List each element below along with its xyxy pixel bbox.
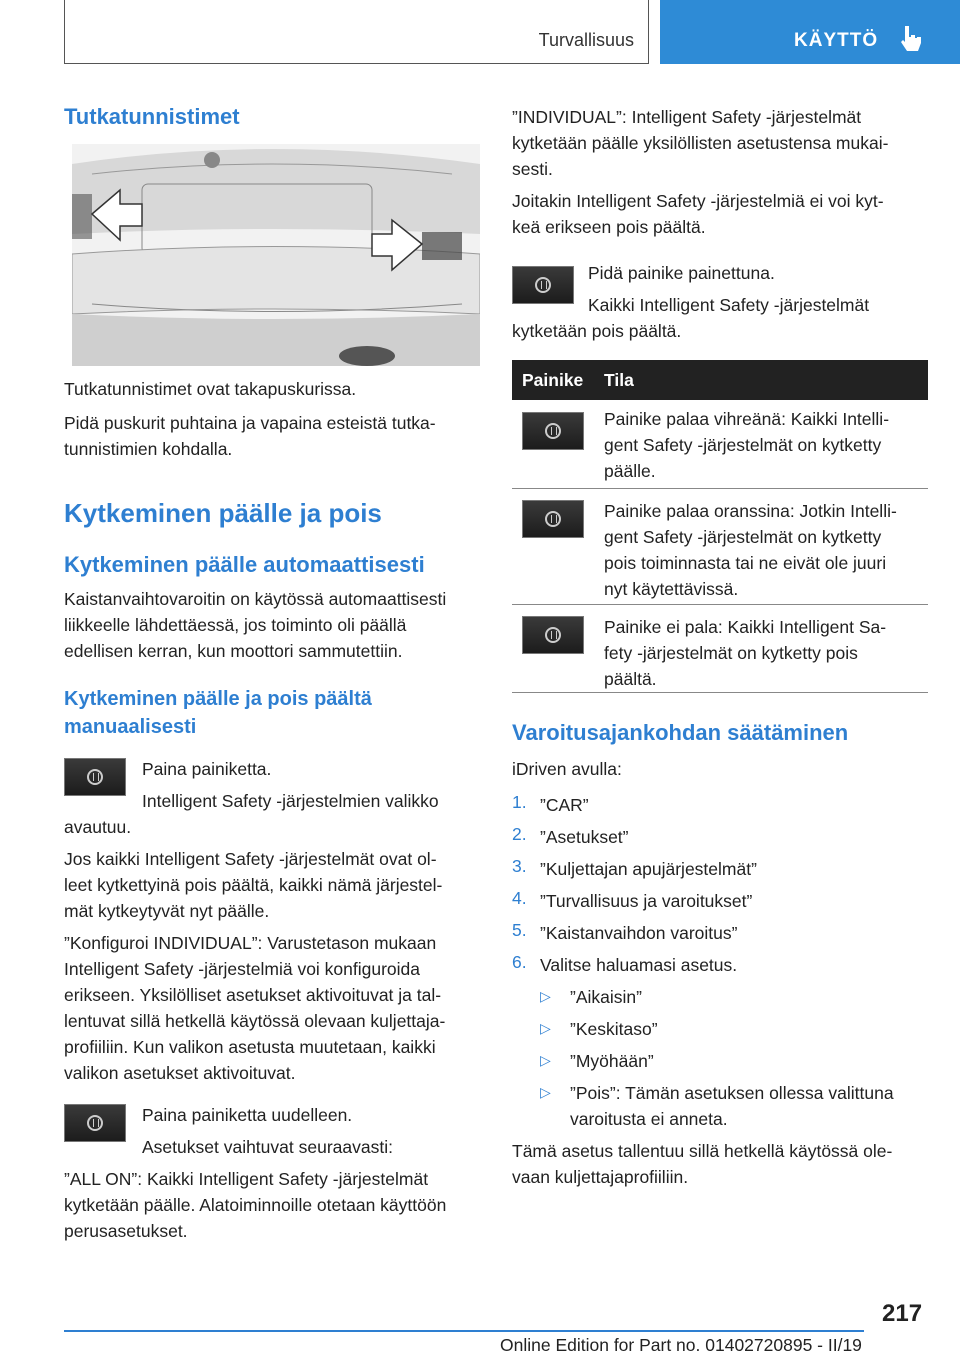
table-header [512, 360, 928, 400]
step-number: 2. [512, 824, 527, 844]
individual-text-1: ”INDIVIDUAL”: Intelligent Safety -järjestelmät [512, 107, 862, 127]
joitakin-text-2: keä erikseen pois päältä. [512, 217, 706, 237]
heading-automatic: Kytkeminen päälle automaattisesti [64, 552, 425, 577]
table-row [512, 490, 928, 605]
heading-sensors: Tutkatunnistimet [64, 104, 240, 129]
table-row [512, 606, 928, 693]
option-text: ”Keskitaso” [570, 1019, 658, 1039]
heading-manual-1: Kytkeminen päälle ja pois päältä [64, 688, 372, 710]
konf-text-1: ”Konfiguroi INDIVIDUAL”: Varustetason mukaan [64, 933, 437, 953]
jos-text-2: leet kytkettyinä pois päältä, kaikki nämä järjestel- [64, 875, 443, 895]
heading-switch-on-off: Kytkeminen päälle ja pois [64, 498, 382, 528]
auto-text-3: edellisen kerran, kun moottori sammutettiin. [64, 641, 403, 661]
caption-line-2: Pidä puskurit puhtaina ja vapaina esteistä tutka- [64, 413, 436, 433]
jos-text-3: mät kytkeytyvät nyt päälle. [64, 901, 270, 921]
step-number: 6. [512, 952, 527, 972]
allon-text-2: kytketään päälle. Alatoiminnoille otetaan käyttöön [64, 1195, 447, 1215]
safety-button-icon [545, 423, 561, 439]
button-green-image [522, 412, 584, 450]
chapter-title: KÄYTTÖ [794, 30, 879, 51]
step-number: 4. [512, 888, 527, 908]
footer-divider [64, 1330, 864, 1332]
step-number: 3. [512, 856, 527, 876]
step-text: ”Asetukset” [540, 827, 629, 847]
step-text: Valitse haluamasi asetus. [540, 955, 738, 975]
allon-text-1: ”ALL ON”: Kaikki Intelligent Safety -järjestelmät [64, 1169, 429, 1189]
heading-manual-2: manuaalisesti [64, 716, 197, 738]
triangle-bullet-icon: ▷ [540, 988, 551, 1004]
step-number: 1. [512, 792, 527, 812]
section-title: Turvallisuus [538, 30, 634, 50]
press-text-3: avautuu. [64, 817, 132, 837]
auto-text-2: liikkeelle lähdettäessä, jos toiminto oli päällä [64, 615, 407, 635]
konf-text-3: erikseen. Yksilölliset asetukset aktivoituvat ja tal- [64, 985, 442, 1005]
rear-bumper-illustration [72, 144, 480, 366]
via-idrive: iDriven avulla: [512, 759, 622, 779]
col-state-header: Tila [604, 370, 634, 390]
press2-text-1: Paina painiketta uudelleen. [142, 1105, 353, 1125]
safety-button-image [64, 1104, 126, 1142]
safety-button-icon [535, 277, 551, 293]
press-text-1: Paina painiketta. [142, 759, 272, 779]
row3-line-2: fety -järjestelmät on kytketty pois [604, 643, 858, 663]
page-number: 217 [882, 1300, 923, 1327]
row1-line-2: gent Safety -järjestelmät on kytketty [604, 435, 882, 455]
button-off-image [522, 616, 584, 654]
caption-line-1: Tutkatunnistimet ovat takapuskurissa. [64, 379, 357, 399]
row2-line-3: pois toiminnasta tai ne eivät ole juuri [604, 553, 887, 573]
option-text: ”Aikaisin” [570, 987, 642, 1007]
triangle-bullet-icon: ▷ [540, 1020, 551, 1036]
header-section-box [64, 0, 649, 64]
edition-note: Online Edition for Part no. 01402720895 - II/19 [500, 1335, 862, 1355]
col-button-header: Painike [522, 370, 584, 390]
tail-text-2: vaan kuljettajaprofiiliin. [512, 1167, 689, 1187]
option-text: ”Pois”: Tämän asetuksen ollessa valittuna [570, 1083, 894, 1103]
row2-line-2: gent Safety -järjestelmät on kytketty [604, 527, 882, 547]
step-number: 5. [512, 920, 527, 940]
row1-line-1: Painike palaa vihreänä: Kaikki Intelli- [604, 409, 890, 429]
step-text: ”Turvallisuus ja varoitukset” [540, 891, 753, 911]
step-text: ”CAR” [540, 795, 589, 815]
allon-text-3: perusasetukset. [64, 1221, 188, 1241]
row1-line-3: päälle. [604, 461, 656, 481]
safety-button-image [64, 758, 126, 796]
step-text: ”Kaistanvaihdon varoitus” [540, 923, 738, 943]
table-row [512, 400, 928, 489]
konf-text-2: Intelligent Safety -järjestelmiä voi konfiguroida [64, 959, 421, 979]
heading-warning-timing: Varoitusajankohdan säätäminen [512, 720, 849, 745]
option-text: ”Myöhään” [570, 1051, 654, 1071]
konf-text-4: lentuvat sillä hetkellä käytössä olevaan kuljettaja- [64, 1011, 446, 1031]
chapter-tab [660, 0, 960, 64]
jos-text-1: Jos kaikki Intelligent Safety -järjestelmät ovat ol- [64, 849, 437, 869]
row2-line-4: nyt käytettävissä. [604, 579, 739, 599]
safety-button-icon [87, 1115, 103, 1131]
hold-text-1: Pidä painike painettuna. [588, 263, 775, 283]
hold-text-2: Kaikki Intelligent Safety -järjestelmät [588, 295, 870, 315]
auto-text-1: Kaistanvaihtovaroitin on käytössä automaattisesti [64, 589, 447, 609]
joitakin-text-1: Joitakin Intelligent Safety -järjestelmiä ei voi kyt- [512, 191, 884, 211]
individual-text-2: kytketään päälle yksilöllisten asetustensa mukai- [512, 133, 889, 153]
tail-text-1: Tämä asetus tallentuu sillä hetkellä käytössä ole- [512, 1141, 893, 1161]
triangle-bullet-icon: ▷ [540, 1084, 551, 1100]
row3-line-1: Painike ei pala: Kaikki Intelligent Sa- [604, 617, 887, 637]
button-orange-image [522, 500, 584, 538]
option-text-cont: varoitusta ei anneta. [570, 1109, 728, 1129]
safety-button-icon [87, 769, 103, 785]
hold-text-3: kytketään pois päältä. [512, 321, 682, 341]
safety-button-image [512, 266, 574, 304]
press-text-2: Intelligent Safety -järjestelmien valikko [142, 791, 439, 811]
safety-button-icon [545, 627, 561, 643]
konf-text-6: valikon asetukset aktivoituvat. [64, 1063, 296, 1083]
row2-line-1: Painike palaa oranssina: Jotkin Intelli- [604, 501, 897, 521]
row3-line-3: päältä. [604, 669, 657, 689]
individual-text-3: sesti. [512, 159, 553, 179]
caption-line-3: tunnistimien kohdalla. [64, 439, 233, 459]
press2-text-2: Asetukset vaihtuvat seuraavasti: [142, 1137, 393, 1157]
triangle-bullet-icon: ▷ [540, 1052, 551, 1068]
konf-text-5: profiiliin. Kun valikon asetusta muutetaan, kaikki [64, 1037, 436, 1057]
step-text: ”Kuljettajan apujärjestelmät” [540, 859, 757, 879]
safety-button-icon [545, 511, 561, 527]
hand-pointer-icon [896, 24, 926, 54]
